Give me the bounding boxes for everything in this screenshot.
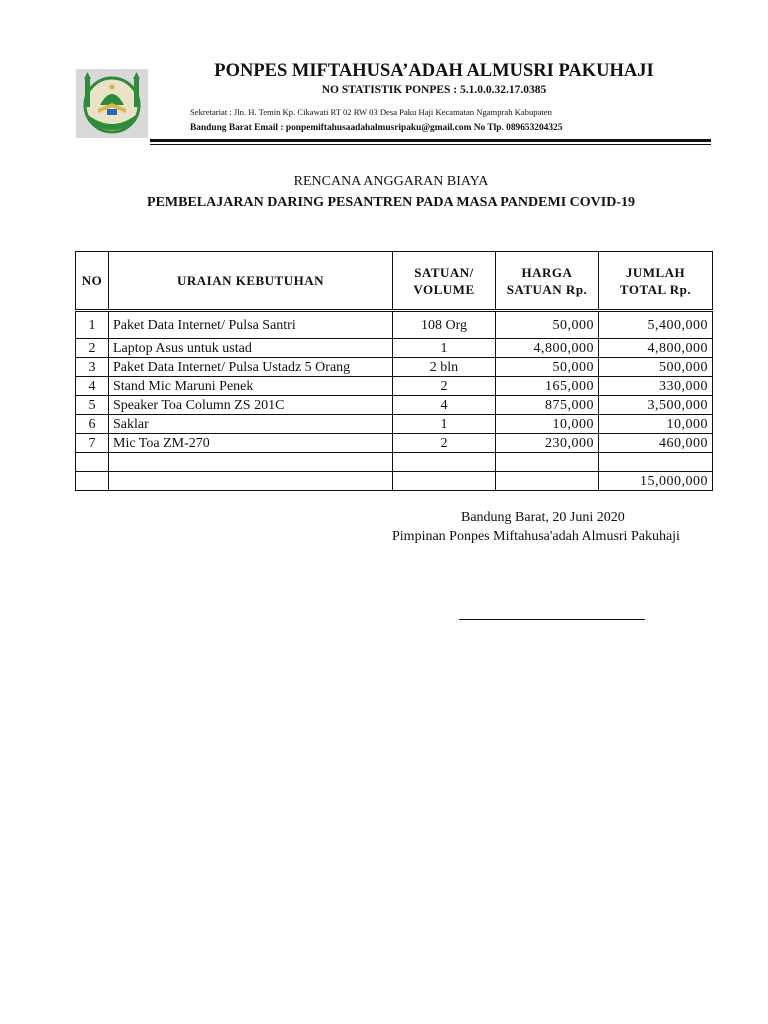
- row-no: 5: [76, 396, 109, 415]
- table-row: [76, 311, 713, 339]
- row-unit: 1: [393, 415, 496, 434]
- row-no: 4: [76, 377, 109, 396]
- table-row: [76, 396, 713, 415]
- signature-line: [459, 619, 645, 620]
- header-unit: [393, 252, 496, 311]
- row-price: 50,000: [496, 311, 599, 339]
- header-total-line1: JUMLAH: [625, 264, 686, 280]
- row-total: 4,800,000: [599, 339, 713, 358]
- header-no: NO: [76, 252, 109, 311]
- document-title: RENCANA ANGGARAN BIAYA: [293, 174, 489, 189]
- row-total: 500,000: [599, 358, 713, 377]
- org-name: PONPES MIFTAHUSA’ADAH ALMUSRI PAKUHAJI: [214, 61, 654, 81]
- org-logo: [76, 69, 148, 138]
- row-price: 875,000: [496, 396, 599, 415]
- table-row: [76, 434, 713, 453]
- row-item: Speaker Toa Column ZS 201C: [109, 396, 393, 415]
- row-no: 7: [76, 434, 109, 453]
- table-row-grand-total: [76, 472, 713, 491]
- header-divider-thin: [150, 144, 711, 145]
- header-item: URAIAN KEBUTUHAN: [109, 252, 393, 311]
- header-unit-line1: SATUAN/: [414, 264, 474, 280]
- org-address: Sekretariat : Jln. H. Temin Kp. Cikawati RT 02 RW 03 Desa Paku Haji Kecamatan Ngamprah Kabupaten: [190, 107, 552, 117]
- row-unit: 2: [393, 434, 496, 453]
- row-price: 50,000: [496, 358, 599, 377]
- header-total: [599, 252, 713, 311]
- header-price-line2: SATUAN Rp.: [506, 281, 588, 297]
- row-price: 230,000: [496, 434, 599, 453]
- row-unit: 2: [393, 377, 496, 396]
- row-item: Paket Data Internet/ Pulsa Santri: [109, 311, 393, 339]
- row-total: 10,000: [599, 415, 713, 434]
- row-unit: 108 Org: [393, 311, 496, 339]
- row-unit: 2 bln: [393, 358, 496, 377]
- logo-emblem-icon: [76, 69, 148, 138]
- org-contact: Bandung Barat Email : ponpemiftahusaadahalmusripaku@gmail.com No Tlp. 089653204325: [190, 123, 563, 133]
- row-item: Saklar: [109, 415, 393, 434]
- row-price: 10,000: [496, 415, 599, 434]
- table-row-empty: [76, 453, 713, 472]
- row-price: 165,000: [496, 377, 599, 396]
- signature-place-date: Bandung Barat, 20 Juni 2020: [461, 510, 625, 525]
- row-no: 1: [76, 311, 109, 339]
- header-price-line1: HARGA: [521, 264, 573, 280]
- row-item: Paket Data Internet/ Pulsa Ustadz 5 Orang: [109, 358, 393, 377]
- header-total-line2: TOTAL Rp.: [619, 281, 692, 297]
- row-total: 460,000: [599, 434, 713, 453]
- table-row: [76, 415, 713, 434]
- row-no: 2: [76, 339, 109, 358]
- row-item: Mic Toa ZM-270: [109, 434, 393, 453]
- budget-table: [75, 251, 713, 491]
- row-no: 3: [76, 358, 109, 377]
- table-row: [76, 377, 713, 396]
- header-divider-thick: [150, 139, 711, 142]
- row-item: Stand Mic Maruni Penek: [109, 377, 393, 396]
- document-subtitle: PEMBELAJARAN DARING PESANTREN PADA MASA PANDEMI COVID-19: [147, 195, 635, 210]
- signature-role: Pimpinan Ponpes Miftahusa'adah Almusri Pakuhaji: [392, 529, 680, 544]
- org-statistic-number: NO STATISTIK PONPES : 5.1.0.0.32.17.0385: [321, 84, 547, 96]
- row-total: 5,400,000: [599, 311, 713, 339]
- table-row: [76, 339, 713, 358]
- grand-total-value: 15,000,000: [599, 472, 713, 491]
- header-price: [496, 252, 599, 311]
- table-header-row: [76, 252, 713, 311]
- row-total: 3,500,000: [599, 396, 713, 415]
- row-item: Laptop Asus untuk ustad: [109, 339, 393, 358]
- row-unit: 1: [393, 339, 496, 358]
- row-total: 330,000: [599, 377, 713, 396]
- row-unit: 4: [393, 396, 496, 415]
- table-row: [76, 358, 713, 377]
- row-price: 4,800,000: [496, 339, 599, 358]
- header-unit-line2: VOLUME: [413, 281, 475, 297]
- row-no: 6: [76, 415, 109, 434]
